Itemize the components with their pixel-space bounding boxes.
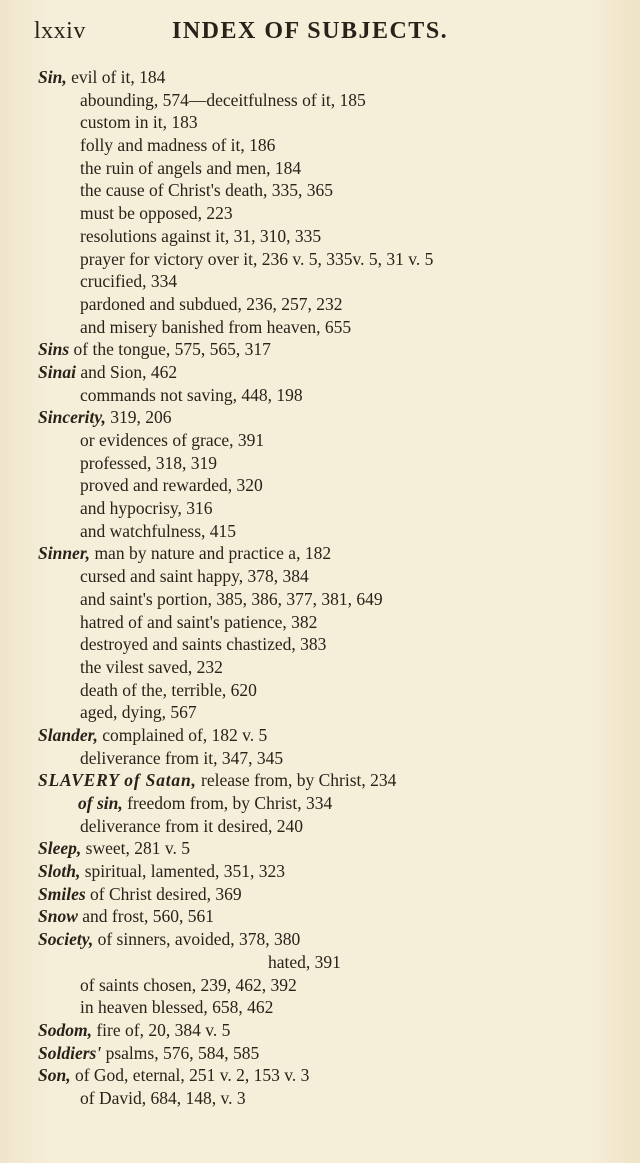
entry-references: abounding, 574—deceitfulness of it, 185 (80, 89, 366, 110)
entry-references: complained of, 182 v. 5 (97, 724, 268, 745)
entry-references: pardoned and subdued, 236, 257, 232 (80, 293, 343, 314)
entry-references: of God, eternal, 251 v. 2, 153 v. 3 (70, 1065, 310, 1086)
entry-references: deliverance from it, 347, 345 (80, 747, 284, 768)
index-entry (38, 66, 618, 89)
entry-references: of the tongue, 575, 565, 317 (69, 339, 271, 360)
index-subentry (38, 1087, 618, 1110)
entry-references: commands not saving, 448, 198 (80, 384, 303, 405)
index-entry (38, 860, 618, 883)
entry-keyword: Slander, (38, 724, 98, 745)
index-subentry (38, 293, 618, 316)
entry-references: the vilest saved, 232 (80, 656, 223, 677)
index-entry (38, 406, 618, 429)
index-entry (38, 1019, 618, 1042)
index-subentry (38, 384, 618, 407)
index-subentry (38, 111, 618, 134)
entry-references: psalms, 576, 584, 585 (101, 1042, 260, 1063)
index-entry (38, 905, 618, 928)
entry-references: man by nature and practice a, 182 (90, 543, 332, 564)
index-subentry (38, 179, 618, 202)
entry-references: resolutions against it, 31, 310, 335 (80, 225, 322, 246)
entry-references: of saints chosen, 239, 462, 392 (80, 974, 297, 995)
index-subentry (38, 679, 618, 702)
entry-keyword: Smiles (38, 883, 86, 904)
entry-references: proved and rewarded, 320 (80, 475, 263, 496)
entry-references: freedom from, by Christ, 334 (122, 793, 333, 813)
entry-keyword: Sloth, (38, 861, 81, 882)
page-number: lxxiv (34, 18, 86, 44)
index-subentry (38, 452, 618, 475)
entry-references: of David, 684, 148, v. 3 (80, 1087, 246, 1108)
entry-keyword: Son, (38, 1065, 71, 1086)
page-title: INDEX OF SUBJECTS. (172, 18, 449, 44)
index-subentry (38, 248, 618, 271)
entry-keyword: Sleep, (38, 838, 82, 859)
index-entry (38, 883, 618, 906)
entry-references: hated, 391 (268, 951, 341, 972)
index-subentry (38, 520, 618, 543)
entry-keyword: Sinai (38, 361, 76, 382)
entry-keyword: of sin, (78, 793, 123, 813)
entry-references: professed, 318, 319 (80, 452, 218, 473)
index-entry (38, 1042, 618, 1065)
index-entry-list (38, 66, 618, 1110)
entry-references: evil of it, 184 (66, 67, 166, 87)
entry-references: and Sion, 462 (75, 361, 178, 382)
entry-references: sweet, 281 v. 5 (81, 838, 190, 859)
index-subentry (38, 656, 618, 679)
entry-keyword: Sin, (38, 67, 67, 87)
entry-keyword: SLAVERY of Satan, (38, 770, 197, 791)
index-subentry (38, 701, 618, 724)
entry-references: aged, dying, 567 (80, 702, 197, 723)
entry-keyword: Soldiers' (38, 1042, 102, 1063)
index-subentry (38, 815, 618, 838)
index-entry (38, 542, 618, 565)
index-subentry (38, 89, 618, 112)
entry-references: of Christ desired, 369 (85, 883, 242, 904)
entry-references: and watchfulness, 415 (80, 520, 237, 541)
entry-references: destroyed and saints chastized, 383 (80, 634, 327, 655)
entry-references: deliverance from it desired, 240 (80, 815, 304, 836)
index-subentry (38, 611, 618, 634)
index-subentry (38, 588, 618, 611)
index-entry (38, 928, 618, 951)
index-entry (38, 769, 618, 792)
entry-references: custom in it, 183 (80, 112, 198, 133)
entry-keyword: Sodom, (38, 1019, 92, 1040)
entry-keyword: Sinner, (38, 543, 91, 564)
index-subentry (38, 474, 618, 497)
entry-references: and frost, 560, 561 (77, 906, 214, 927)
entry-keyword: Snow (38, 906, 78, 927)
entry-references: spiritual, lamented, 351, 323 (80, 861, 285, 882)
entry-references: death of the, terrible, 620 (80, 679, 257, 700)
index-subentry (38, 565, 618, 588)
entry-keyword: Sincerity, (38, 407, 106, 428)
index-subentry (38, 225, 618, 248)
index-subentry (38, 497, 618, 520)
entry-references: fire of, 20, 384 v. 5 (91, 1019, 231, 1040)
index-entry (38, 1064, 618, 1087)
entry-keyword: Sins (38, 339, 70, 360)
entry-references: the cause of Christ's death, 335, 365 (80, 180, 333, 201)
index-subentry (38, 202, 618, 225)
index-subentry (38, 792, 618, 815)
entry-references: folly and madness of it, 186 (80, 135, 276, 156)
entry-references: or evidences of grace, 391 (80, 430, 265, 450)
index-entry (38, 361, 618, 384)
index-subentry (38, 996, 618, 1019)
entry-references: cursed and saint happy, 378, 384 (80, 566, 309, 587)
entry-references: of sinners, avoided, 378, 380 (93, 929, 301, 950)
index-subentry (38, 747, 618, 770)
entry-references: prayer for victory over it, 236 v. 5, 335v. 5, 31 v. 5 (80, 248, 434, 269)
index-entry (38, 724, 618, 747)
index-subentry (38, 134, 618, 157)
index-entry (38, 837, 618, 860)
index-subentry (38, 316, 618, 339)
page-header (34, 16, 594, 50)
entry-references: and saint's portion, 385, 386, 377, 381, 649 (80, 588, 383, 609)
index-subentry (38, 633, 618, 656)
index-subentry (38, 974, 618, 997)
entry-references: release from, by Christ, 234 (196, 770, 397, 791)
entry-references: the ruin of angels and men, 184 (80, 157, 302, 178)
entry-references: and misery banished from heaven, 655 (80, 316, 352, 337)
entry-references: must be opposed, 223 (80, 203, 233, 224)
index-subentry (38, 157, 618, 180)
entry-keyword: Society, (38, 929, 94, 950)
index-subentry (38, 270, 618, 293)
index-entry (38, 338, 618, 361)
index-subentry (38, 951, 618, 974)
entry-references: in heaven blessed, 658, 462 (80, 997, 274, 1018)
index-subentry (38, 429, 618, 452)
entry-references: crucified, 334 (80, 271, 178, 292)
entry-references: hatred of and saint's patience, 382 (80, 611, 318, 632)
entry-references: and hypocrisy, 316 (80, 498, 213, 519)
entry-references: 319, 206 (105, 407, 172, 428)
